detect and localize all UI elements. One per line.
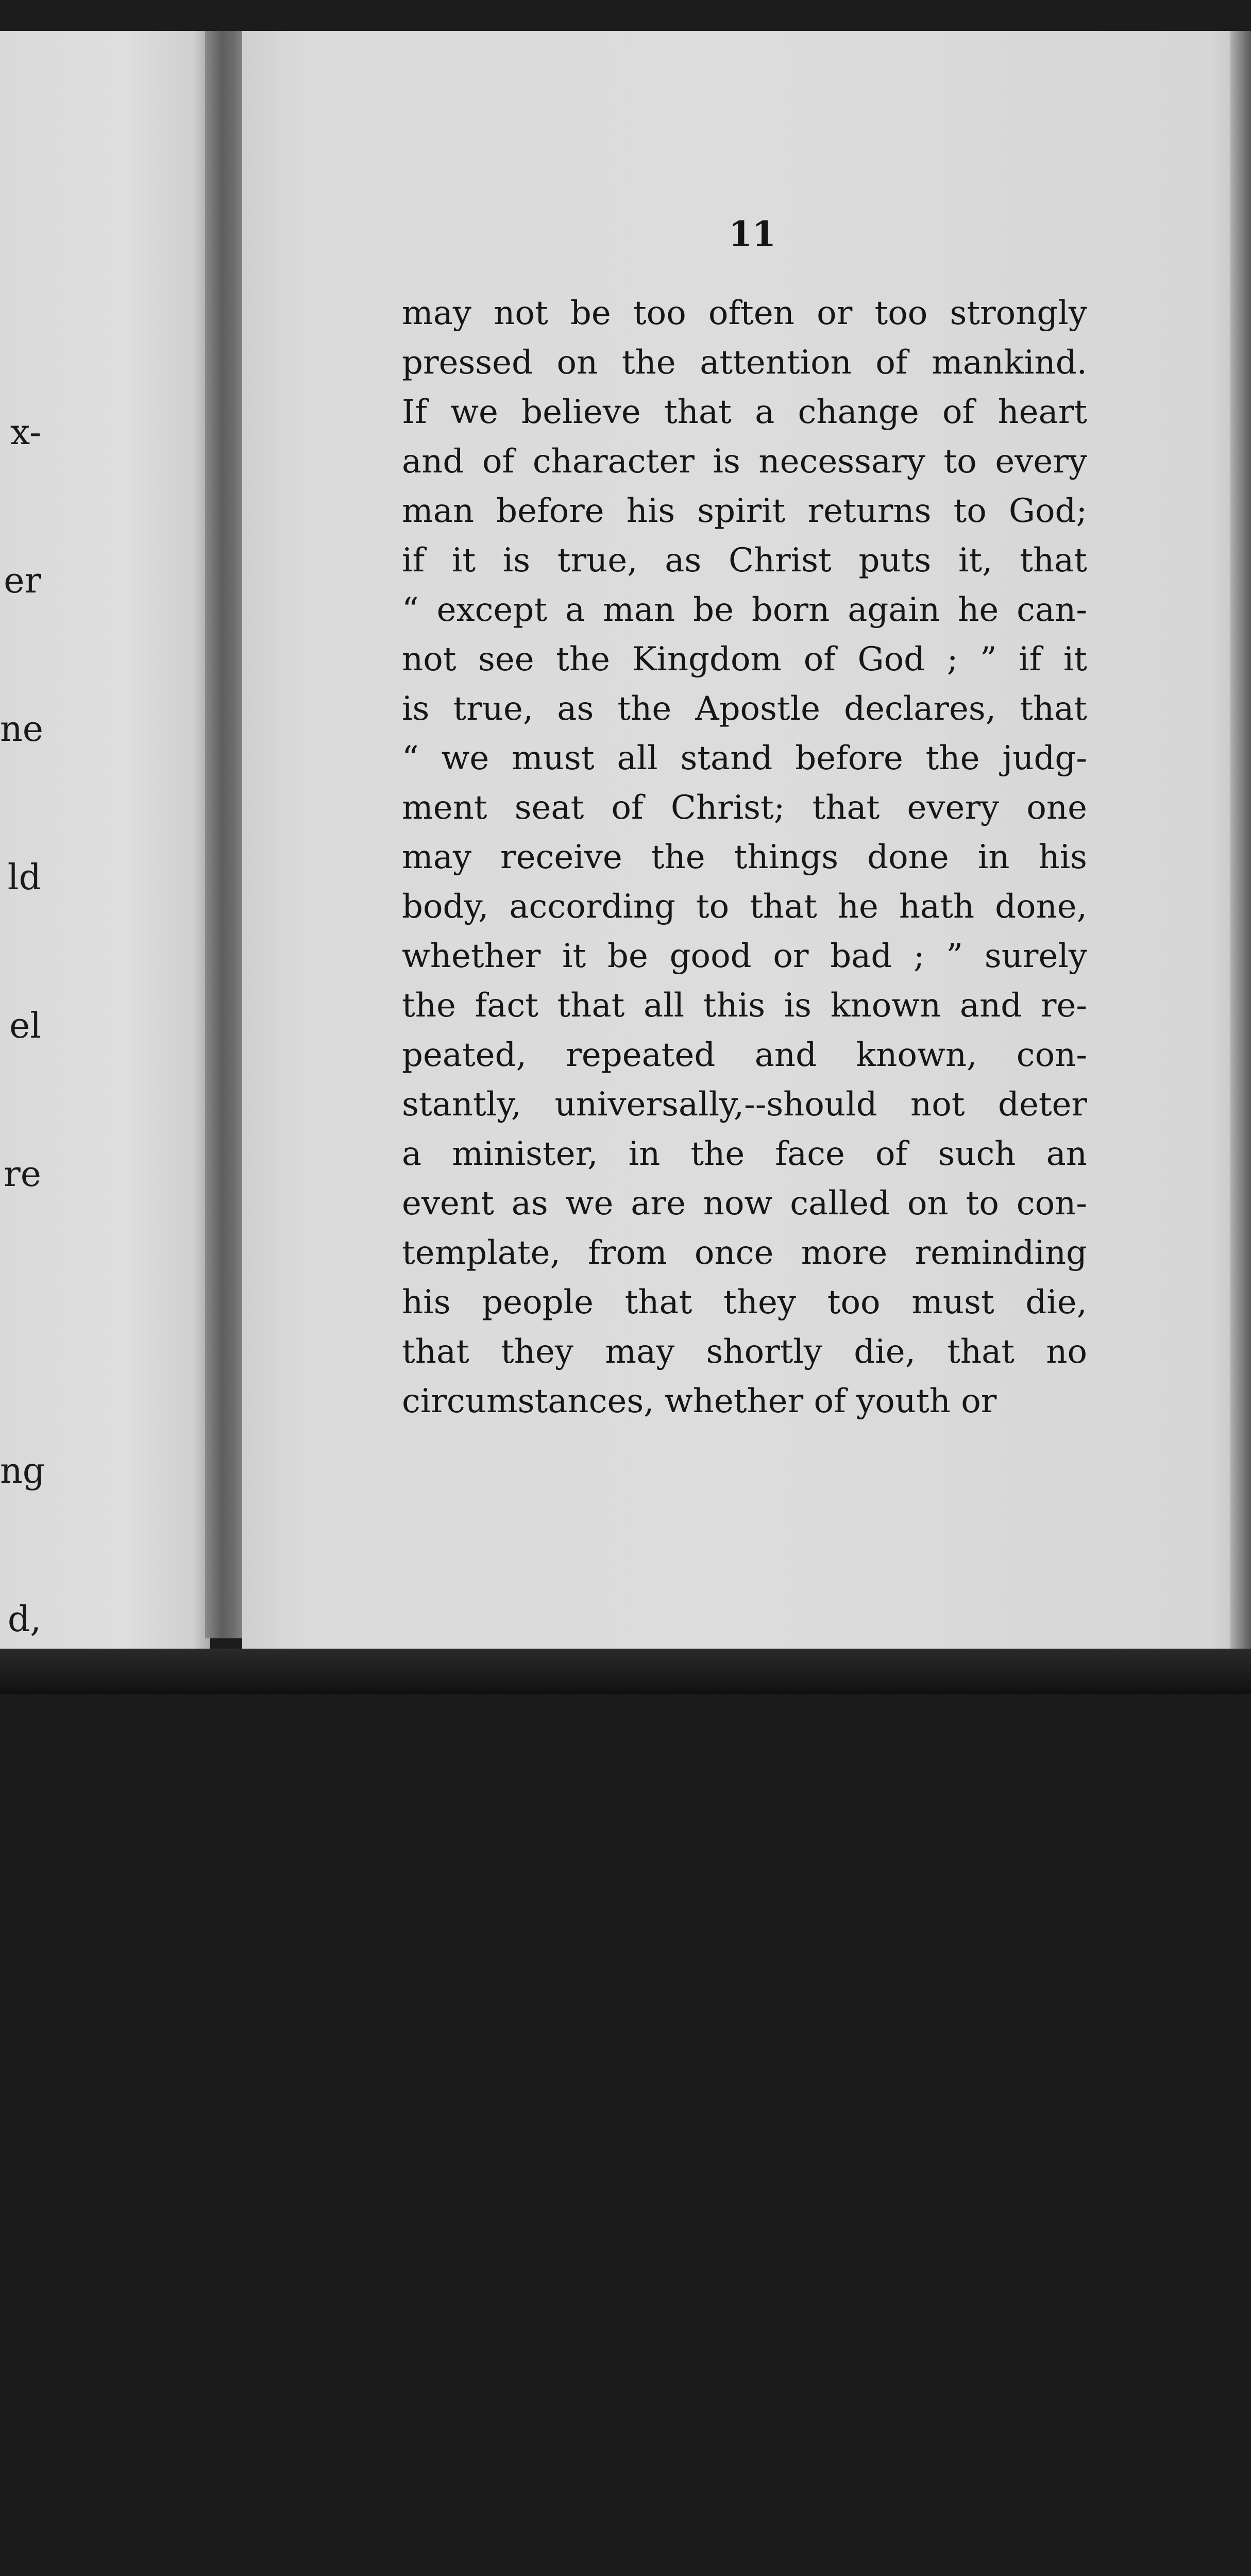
left-fragment-line: ng: [0, 1451, 45, 1492]
bottom-page-edge: [0, 1649, 1251, 1694]
left-fragment-line: st: [9, 1896, 41, 1937]
text-line: whether it be good or bad ; ” surely: [402, 937, 1087, 975]
text-line: his people that they too must die,: [402, 1283, 1087, 1321]
text-line: may not be too often or too strongly: [402, 294, 1087, 332]
text-line: ment seat of Christ; that every one: [402, 789, 1087, 827]
text-line: is true, as the Apostle declares, that: [402, 690, 1087, 728]
left-fragment-line: el: [9, 1006, 41, 1046]
left-fragment-line: ır: [13, 2044, 41, 2085]
left-page-text-fragments: [0, 309, 45, 2576]
text-line: stantly, universally,--should not deter: [402, 1086, 1087, 1124]
left-fragment-line: re: [4, 1154, 41, 1195]
left-fragment-line: [0, 2337, 41, 2386]
left-fragment-line: [0, 1298, 41, 1348]
text-line: circumstances, whether of youth or: [402, 1382, 997, 1420]
text-line: “ except a man be born again he can-: [402, 591, 1087, 629]
page-number: 11: [729, 214, 776, 254]
left-fragment-line: ld: [7, 857, 41, 898]
text-line: man before his spirit returns to God;: [402, 492, 1087, 530]
text-line: and of character is necessary to every: [402, 443, 1087, 481]
text-line: may receive the things done in his: [402, 838, 1087, 876]
left-fragment-line: d,: [7, 1599, 41, 1640]
text-line: If we believe that a change of heart: [402, 393, 1087, 431]
text-line: pressed on the attention of mankind.: [402, 344, 1087, 382]
left-fragment-line: x-: [10, 412, 41, 453]
text-line: not see the Kingdom of God ; ” if it: [402, 640, 1087, 679]
text-line: body, according to that he hath done,: [402, 888, 1087, 926]
body-text: [402, 289, 1087, 1426]
text-line: the fact that all this is known and re-: [402, 987, 1087, 1025]
left-page: [0, 31, 210, 2530]
text-line: if it is true, as Christ puts it, that: [402, 541, 1087, 580]
text-line: a minister, in the face of such an: [402, 1135, 1087, 1173]
left-fragment-line: er: [4, 561, 41, 601]
left-fragment-line: ns: [1, 2193, 41, 2233]
right-page-edge: [1230, 31, 1251, 1659]
left-fragment-line: nd: [0, 1748, 45, 1788]
text-line: that they may shortly die, that no: [402, 1333, 1087, 1371]
left-fragment-line: ne: [0, 709, 44, 750]
left-fragment-line: at: [6, 2489, 41, 2530]
text-line: “ we must all stand before the judg-: [402, 739, 1087, 777]
text-line: event as we are now called on to con-: [402, 1184, 1087, 1223]
text-line: peated, repeated and known, con-: [402, 1036, 1087, 1074]
text-line: template, from once more reminding: [402, 1234, 1087, 1272]
